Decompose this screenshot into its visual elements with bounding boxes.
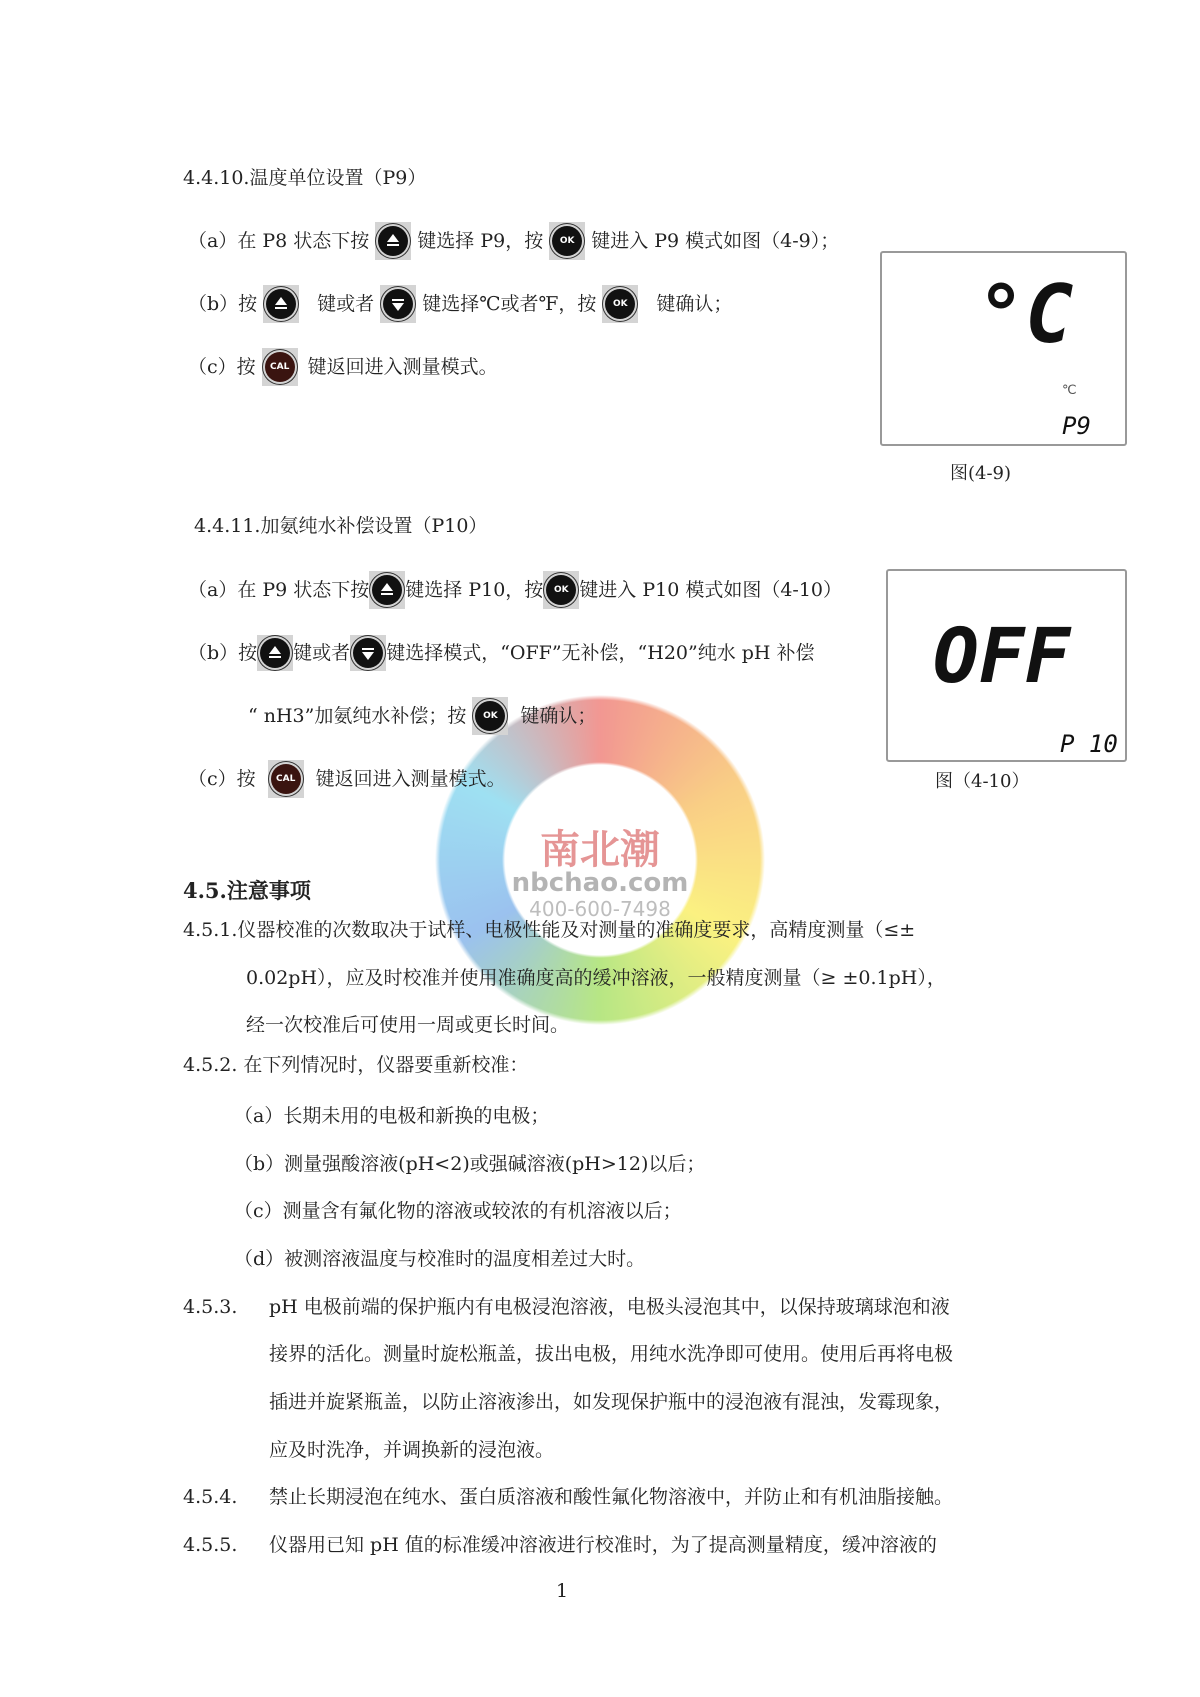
lcd-param: P9: [1062, 412, 1091, 440]
ok-key-icon: OK: [602, 285, 638, 323]
up-key-icon: [375, 222, 411, 260]
section-heading-4-5: 4.5.注意事项: [183, 878, 311, 903]
text: 键选择模式，“OFF”无补偿，“H20”纯水 pH 补偿: [386, 642, 815, 664]
text: 键确认；: [656, 293, 733, 315]
text: （b）按: [188, 293, 258, 315]
text: 键确认；: [520, 705, 597, 727]
lcd-param: P 10: [1060, 730, 1118, 758]
up-key-icon: [263, 285, 299, 323]
text: 键或者: [317, 293, 375, 315]
figure-caption-4-9: 图(4-9): [950, 463, 1012, 484]
para-4-5-1-line: 4.5.1.仪器校准的次数取决于试样、电极性能及对测量的准确度要求，高精度测量（≤±: [183, 919, 916, 941]
page-number: 1: [556, 1580, 569, 1602]
cal-key-icon: CAL: [268, 760, 304, 798]
text: （b）按: [188, 642, 258, 664]
step-b-p9: [188, 286, 732, 322]
section-heading-4-4-11: 4.4.11.加氨纯水补偿设置（P10）: [194, 515, 488, 537]
text: 键或者: [293, 642, 351, 664]
step-a-p9: [188, 223, 839, 259]
down-key-icon: [380, 285, 416, 323]
ok-key-icon: OK: [472, 697, 508, 735]
text: （c）按: [188, 356, 256, 378]
text: 键选择 P10，按: [405, 579, 544, 601]
list-item: （b）测量强酸溶液(pH<2)或强碱溶液(pH>12)以后；: [234, 1153, 706, 1175]
para-4-5-4: 禁止长期浸泡在纯水、蛋白质溶液和酸性氟化物溶液中，并防止和有机油脂接触。: [269, 1486, 954, 1508]
text: “ nH3”加氨纯水补偿；按: [248, 705, 467, 727]
para-4-5-4-number: 4.5.4.: [183, 1486, 238, 1508]
para-4-5-2: 4.5.2. 在下列情况时，仪器要重新校准：: [183, 1054, 529, 1076]
step-c-p10: [188, 761, 506, 797]
lcd-figure-4-9: [880, 251, 1127, 446]
para-4-5-3-line: 应及时洗净，并调换新的浸泡液。: [269, 1439, 555, 1461]
list-item: （c）测量含有氟化物的溶液或较浓的有机溶液以后；: [234, 1200, 682, 1222]
text: （c）按: [188, 768, 256, 790]
figure-caption-4-10: 图（4-10）: [935, 771, 1030, 792]
step-b-p10: [188, 635, 878, 671]
section-heading-4-4-10: 4.4.10.温度单位设置（P9）: [183, 167, 427, 189]
text: （a）在 P9 状态下按: [188, 579, 370, 601]
para-4-5-3-line: 插进并旋紧瓶盖，以防止溶液渗出，如发现保护瓶中的浸泡液有混浊，发霉现象，: [269, 1391, 954, 1413]
text: 键返回进入测量模式。: [307, 356, 498, 378]
list-item: （a）长期未用的电极和新换的电极；: [234, 1105, 550, 1127]
para-4-5-3-line: pH 电极前端的保护瓶内有电极浸泡溶液，电极头浸泡其中，以保持玻璃球泡和液: [269, 1296, 950, 1318]
text: 键选择℃或者℉，按: [422, 293, 597, 315]
ok-key-icon: OK: [543, 571, 579, 609]
para-4-5-3-line: 接界的活化。测量时旋松瓶盖，拔出电极，用纯水洗净即可使用。使用后再将电极: [269, 1343, 954, 1365]
up-key-icon: [257, 635, 293, 671]
list-item: （d）被测溶液温度与校准时的温度相差过大时。: [234, 1248, 646, 1270]
para-4-5-5-number: 4.5.5.: [183, 1534, 238, 1556]
up-key-icon: [369, 571, 405, 609]
para-4-5-1-line: 经一次校准后可使用一周或更长时间。: [246, 1014, 570, 1036]
para-4-5-1-line: 0.02pH），应及时校准并使用准确度高的缓冲溶液，一般精度测量（≥ ±0.1pH），: [246, 967, 946, 989]
step-b2-p10: [248, 698, 596, 734]
text: 键选择 P9，按: [417, 230, 544, 252]
lcd-main-reading: °C: [977, 268, 1074, 361]
para-4-5-3-number: 4.5.3.: [183, 1296, 238, 1318]
lcd-unit: ℃: [1062, 383, 1077, 398]
text: 键进入 P9 模式如图（4-9）；: [591, 230, 840, 252]
step-a-p10: [188, 572, 842, 608]
lcd-figure-4-10: [886, 569, 1127, 762]
text: （a）在 P8 状态下按: [188, 230, 370, 252]
watermark-cn: 南北潮: [540, 827, 660, 873]
ok-key-icon: OK: [549, 222, 585, 260]
down-key-icon: [350, 635, 386, 671]
para-4-5-5: 仪器用已知 pH 值的标准缓冲溶液进行校准时，为了提高测量精度，缓冲溶液的: [269, 1534, 937, 1556]
watermark-phone: 400-600-7498: [529, 897, 671, 921]
cal-key-icon: CAL: [262, 348, 298, 386]
lcd-main-reading: OFF: [933, 611, 1071, 700]
text: 键进入 P10 模式如图（4-10）: [579, 579, 843, 601]
text: 键返回进入测量模式。: [315, 768, 506, 790]
watermark-domain: nbchao.com: [511, 868, 689, 898]
step-c-p9: [188, 349, 498, 385]
